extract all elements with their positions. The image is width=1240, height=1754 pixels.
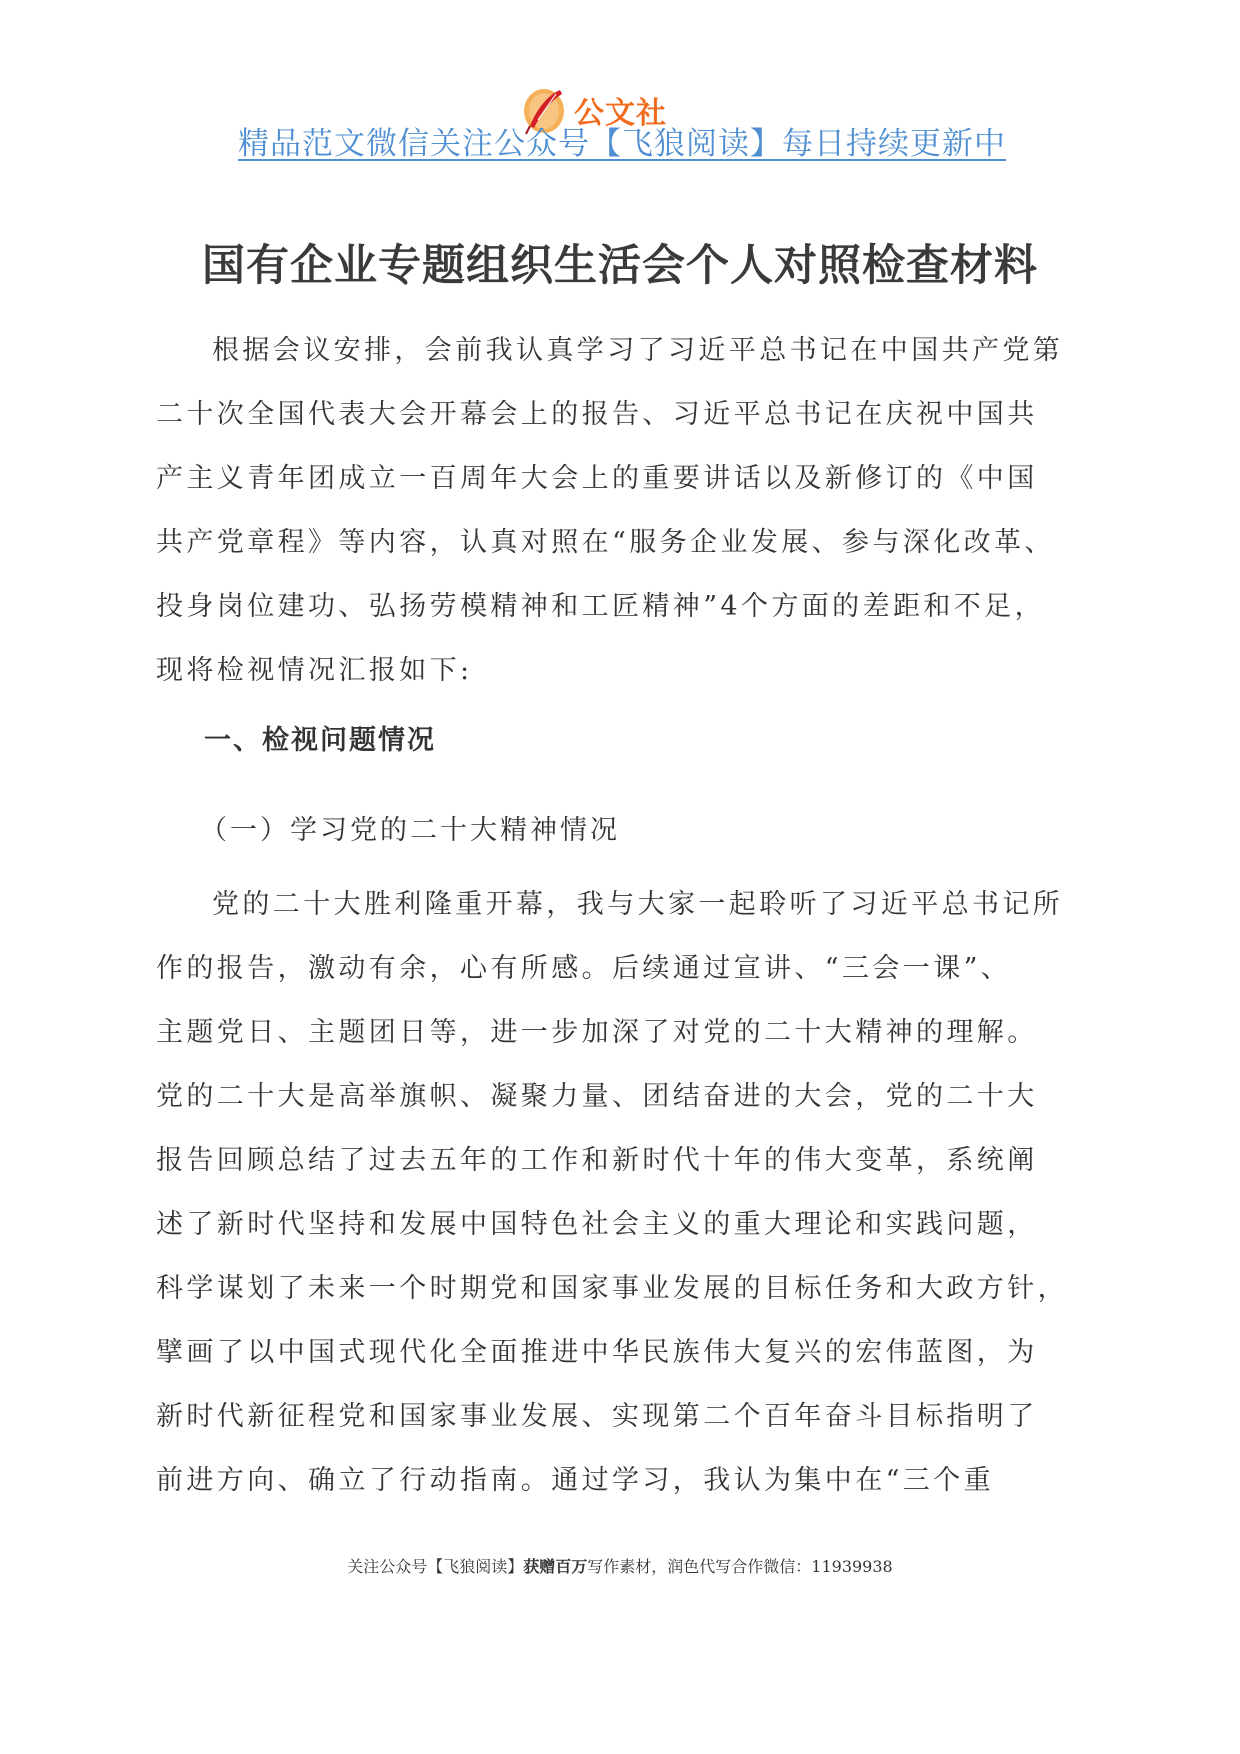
- page-header: [0, 78, 1240, 162]
- intro-paragraph: [156, 319, 1091, 703]
- paragraph-line: 根据会议安排，会前我认真学习了习近平总书记在中国共产党第: [212, 335, 1064, 366]
- promo-link[interactable]: 精品范文微信关注公众号【飞狼阅读】每日持续更新中: [238, 126, 1006, 162]
- section-heading: 一、检视问题情况: [204, 725, 436, 756]
- document-title: 国有企业专题组织生活会个人对照检查材料: [202, 241, 1038, 291]
- paragraph-line: 党的二十大是高举旗帜、凝聚力量、团结奋进的大会，党的二十大: [156, 1081, 1038, 1112]
- subsection-heading: （一）学习党的二十大精神情况: [200, 815, 620, 846]
- paragraph-line: 擘画了以中国式现代化全面推进中华民族伟大复兴的宏伟蓝图，为: [156, 1337, 1038, 1368]
- paragraph-line: 产主义青年团成立一百周年大会上的重要讲话以及新修订的《中国: [156, 463, 1038, 494]
- logo-text: 公文社: [574, 96, 667, 131]
- paragraph-line: 作的报告，激动有余，心有所感。后续通过宣讲、“三会一课”、: [156, 953, 1012, 984]
- footer-bold: 获赠百万: [523, 1557, 588, 1576]
- paragraph-line: 述了新时代坚持和发展中国特色社会主义的重大理论和实践问题，: [156, 1209, 1038, 1240]
- body-paragraph: [156, 873, 1091, 1513]
- paragraph-line: 二十次全国代表大会开幕会上的报告、习近平总书记在庆祝中国共: [156, 399, 1038, 430]
- paragraph-line: 现将检视情况汇报如下:: [156, 655, 473, 686]
- paragraph-line: 报告回顾总结了过去五年的工作和新时代十年的伟大变革，系统阐: [156, 1145, 1038, 1176]
- paragraph-line: 投身岗位建功、弘扬劳模精神和工匠精神”4个方面的差距和不足，: [156, 591, 1045, 622]
- page-footer: [0, 1554, 1240, 1577]
- paragraph-line: 科学谋划了未来一个时期党和国家事业发展的目标任务和大政方针，: [156, 1273, 1068, 1304]
- paragraph-line: 共产党章程》等内容，认真对照在“服务企业发展、参与深化改革、: [156, 527, 1055, 558]
- footer-suffix: 写作素材，润色代写合作微信：11939938: [587, 1557, 893, 1576]
- paragraph-line: 党的二十大胜利隆重开幕，我与大家一起聆听了习近平总书记所: [212, 889, 1064, 920]
- paragraph-line: 新时代新征程党和国家事业发展、实现第二个百年奋斗目标指明了: [156, 1401, 1038, 1432]
- footer-prefix: 关注公众号【飞狼阅读】: [347, 1557, 524, 1576]
- paragraph-line: 主题党日、主题团日等，进一步加深了对党的二十大精神的理解。: [156, 1017, 1038, 1048]
- paragraph-line: 前进方向、确立了行动指南。通过学习，我认为集中在“三个重: [156, 1465, 995, 1496]
